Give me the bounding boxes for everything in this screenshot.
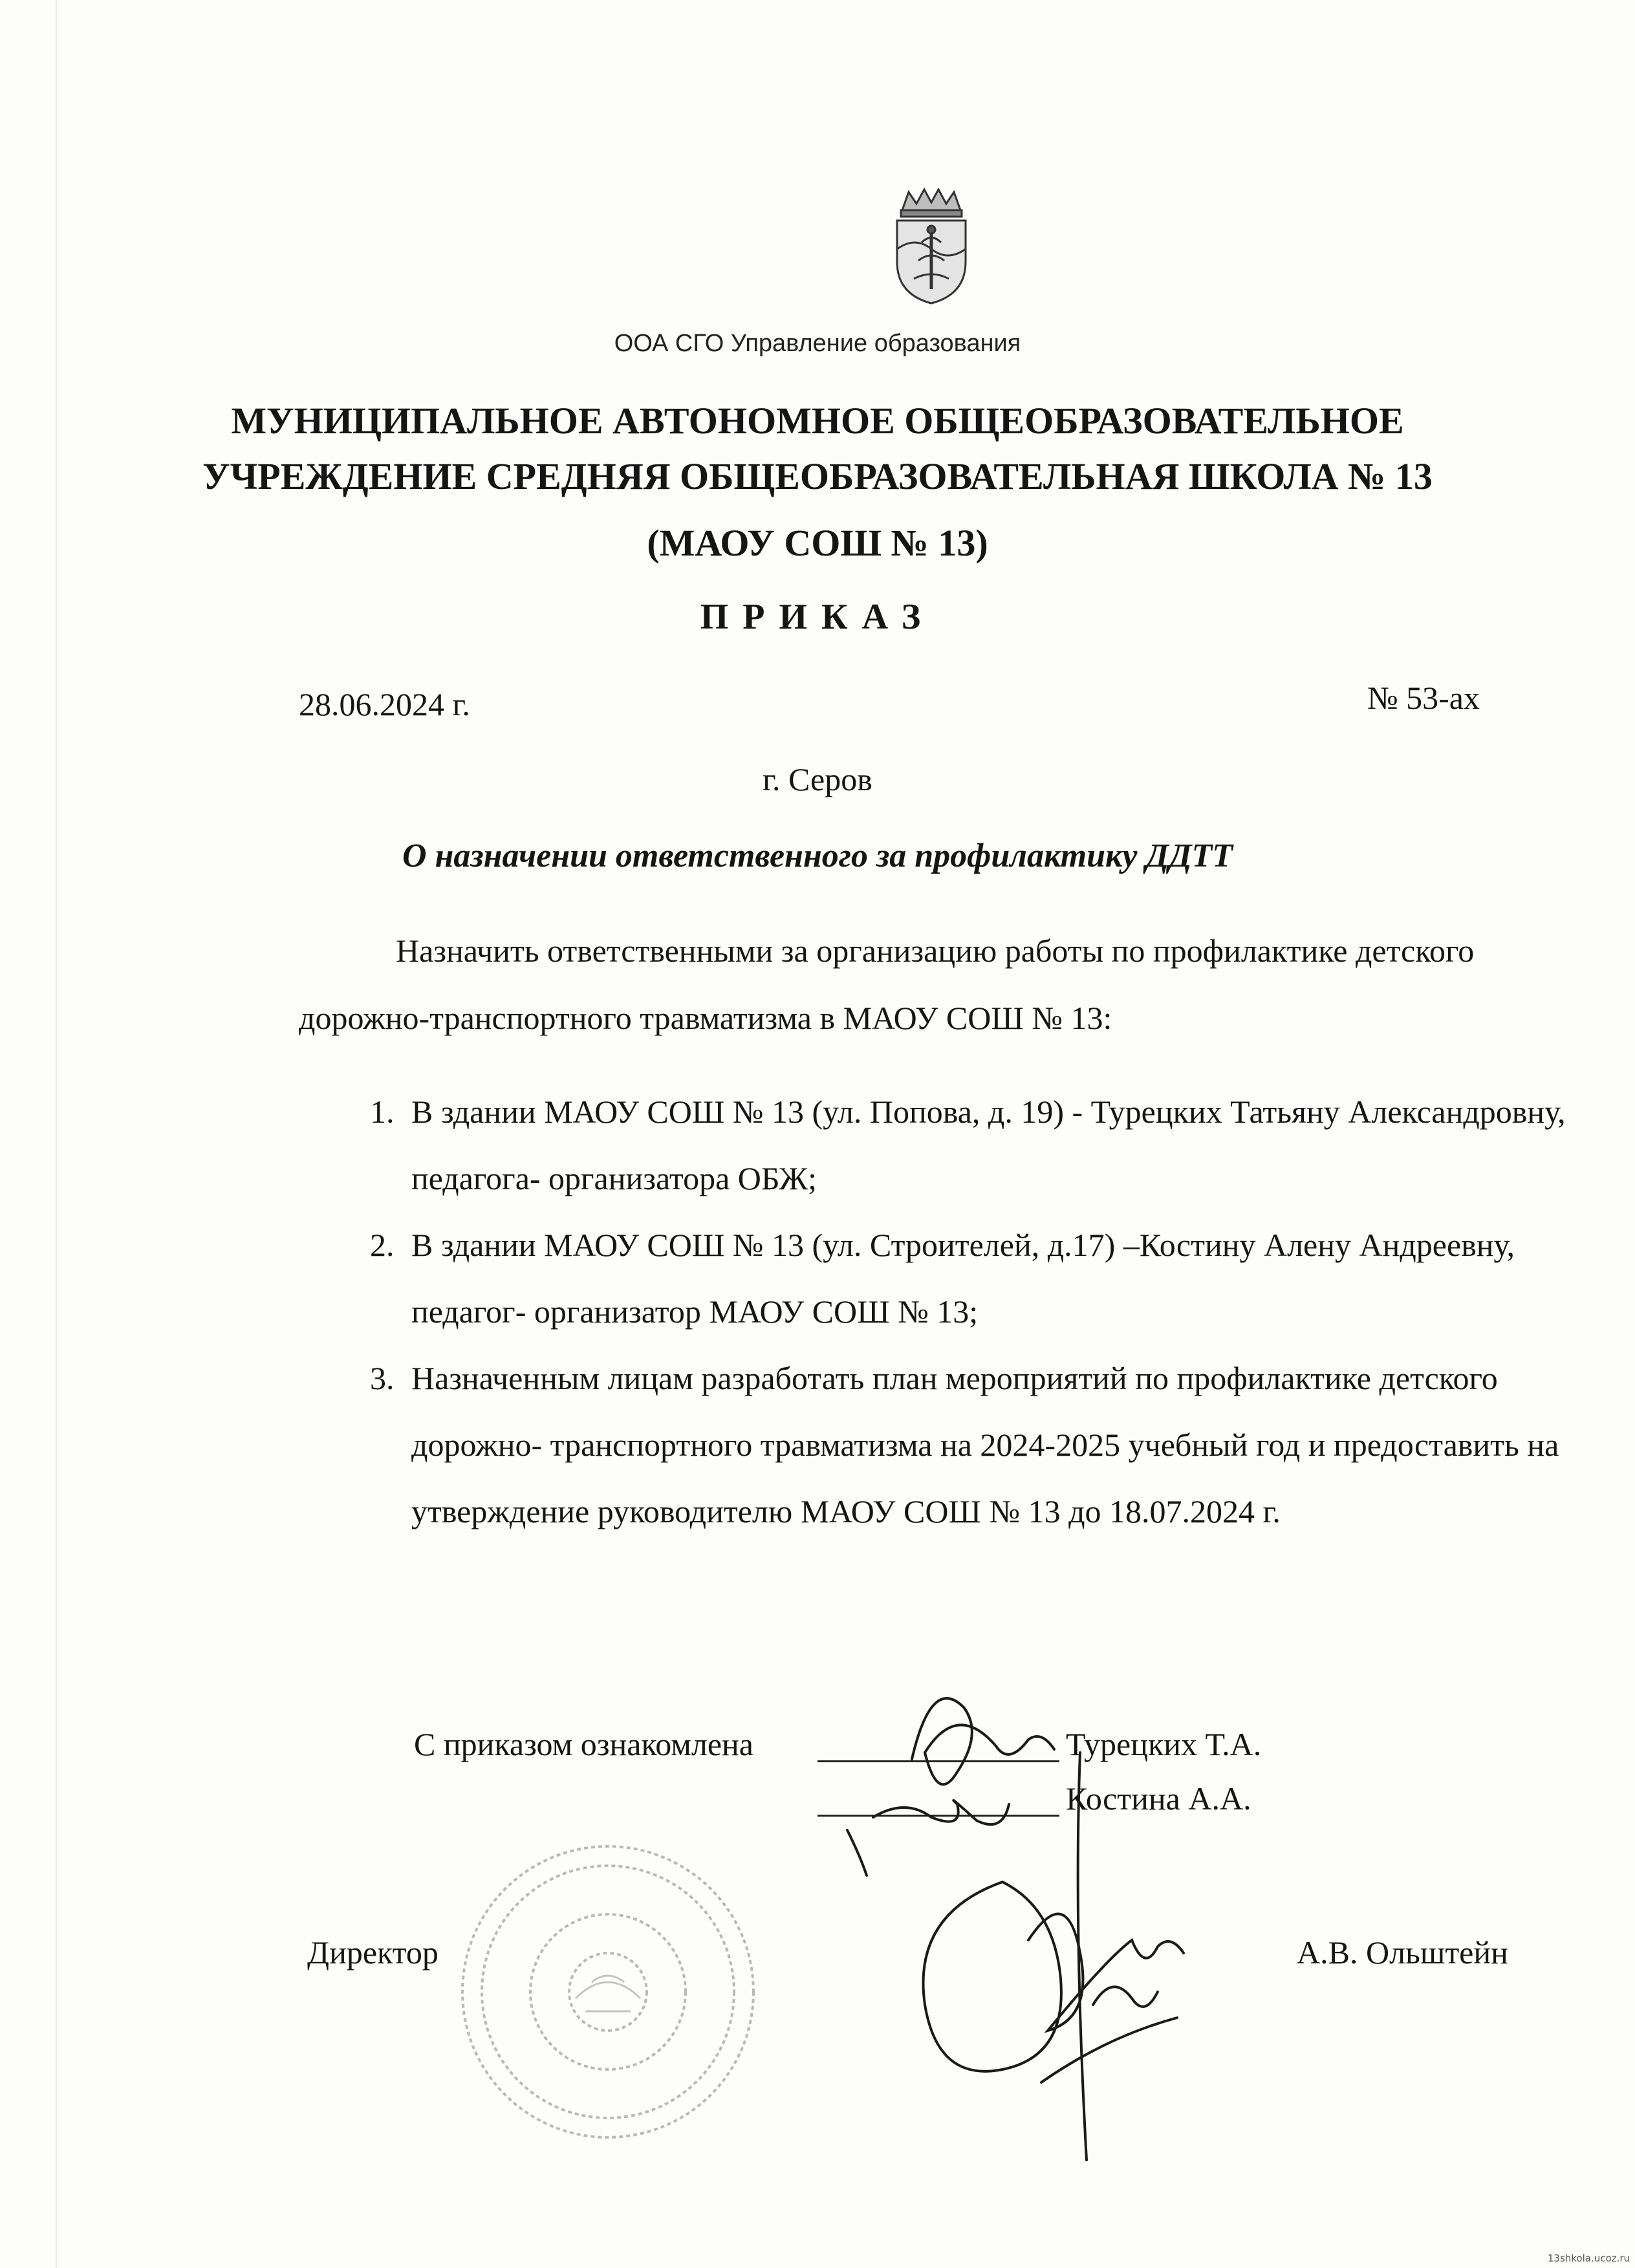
order-subject: О назначении ответственного за профилактику ДДТТ xyxy=(402,837,1233,874)
document-type: ПРИКАЗ xyxy=(700,597,935,637)
acknowledgement-person-2: Костина А.А. xyxy=(1066,1780,1251,1817)
school-name xyxy=(194,393,1441,504)
school-name-line2: УЧРЕЖДЕНИЕ СРЕДНЯЯ ОБЩЕОБРАЗОВАТЕЛЬНАЯ ШКОЛА № 13 xyxy=(202,455,1433,497)
order-number: № 53-ах xyxy=(1367,680,1480,716)
order-city: г. Серов xyxy=(763,761,872,797)
acknowledgement-label: С приказом ознакомлена xyxy=(414,1726,753,1762)
site-watermark: 13shkola.ucoz.ru xyxy=(1547,2252,1630,2264)
order-item-1: 1. В здании МАОУ СОШ № 13 (ул. Попова, д. 19) - Турецких Татьяну Александровну, педагога- организатора ОБЖ; xyxy=(402,1079,1625,1212)
coat-of-arms-icon xyxy=(883,184,980,307)
school-name-line1: МУНИЦИПАЛЬНОЕ АВТОНОМНОЕ ОБЩЕОБРАЗОВАТЕЛЬНОЕ xyxy=(231,400,1404,442)
order-item-2: 2. В здании МАОУ СОШ № 13 (ул. Строителей, д.17) –Костину Алену Андреевну, педагог- организатор МАОУ СОШ № 13; xyxy=(402,1212,1625,1345)
director-title: Директор xyxy=(307,1934,439,1971)
handwritten-signatures xyxy=(834,1669,1248,2199)
acknowledgement-person-1: Турецких Т.А. xyxy=(1066,1726,1262,1762)
order-items xyxy=(349,1079,1625,1545)
order-date: 28.06.2024 г. xyxy=(299,686,470,722)
education-authority: ООА СГО Управление образования xyxy=(614,330,1021,357)
director-name: А.В. Ольштейн xyxy=(1297,1934,1508,1971)
order-intro: Назначить ответственными за организацию работы по профилактике детского дорожно-транспортного травматизма в МАОУ СОШ № 13: xyxy=(299,933,1475,1036)
school-abbreviation: (МАОУ СОШ № 13) xyxy=(647,522,988,564)
round-seal-icon xyxy=(453,1837,763,2147)
order-item-3: 3. Назначенным лицам разработать план мероприятий по профилактике детского дорожно- транспортного травматизма на 2024-2025 учебный год и предоставить на утверждение руководителю МАОУ СОШ № 13 до 18.07.2024 г. xyxy=(402,1345,1625,1545)
